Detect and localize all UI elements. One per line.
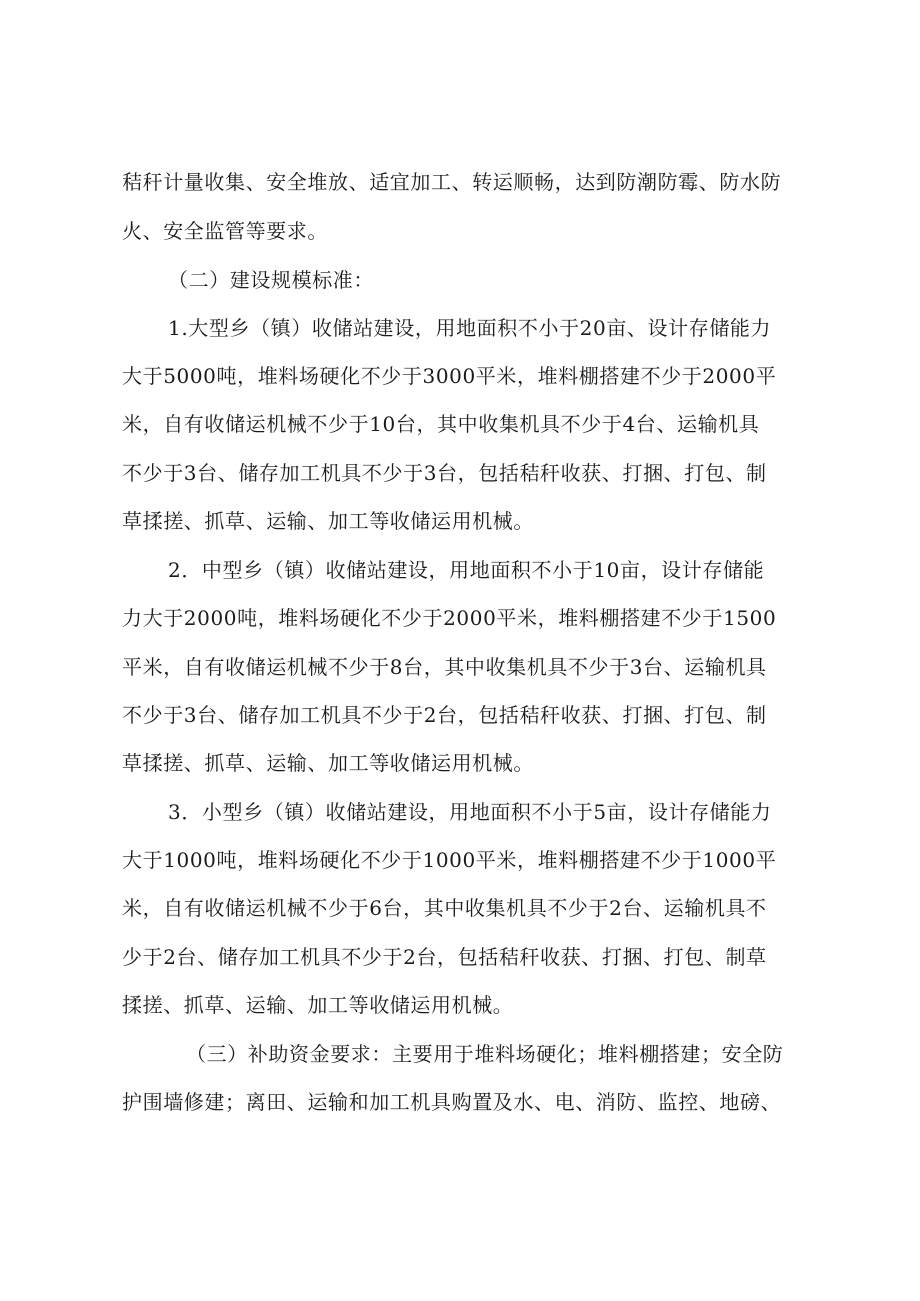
text-line: 平米，自有收储运机械不少于8台，其中收集机具不少于3台、运输机具 — [122, 655, 767, 679]
text-line: 不少于3台、储存加工机具不少于2台，包括秸秆收获、打捆、打包、制 — [122, 703, 767, 727]
text-line: 护围墙修建；离田、运输和加工机具购置及水、电、消防、监控、地磅、 — [122, 1090, 782, 1114]
text-line: 草揉搓、抓草、运输、加工等收储运用机械。 — [122, 751, 534, 775]
text-line: 2．中型乡（镇）收储站建设，用地面积不小于10亩，设计存储能 — [168, 558, 765, 582]
text-line: 揉搓、抓草、运输、加工等收储运用机械。 — [122, 993, 514, 1017]
section-heading: （二）建设规模标准： — [168, 268, 374, 292]
text-line: 3．小型乡（镇）收储站建设，用地面积不小于5亩，设计存储能力 — [168, 800, 772, 824]
text-line: 少于2台、储存加工机具不少于2台，包括秸秆收获、打捆、打包、制草 — [122, 945, 767, 969]
text-line: 秸秆计量收集、安全堆放、适宜加工、转运顺畅，达到防潮防霉、防水防 — [122, 170, 782, 194]
text-line: 不少于3台、储存加工机具不少于3台，包括秸秆收获、打捆、打包、制 — [122, 461, 767, 485]
text-line: 草揉搓、抓草、运输、加工等收储运用机械。 — [122, 509, 534, 533]
text-line: 米，自有收储运机械不少于6台，其中收集机具不少于2台、运输机具不 — [122, 896, 767, 920]
text-line: 力大于2000吨，堆料场硬化不少于2000平米，堆料棚搭建不少于1500 — [122, 606, 777, 630]
text-line: 大于1000吨，堆料场硬化不少于1000平米，堆料棚搭建不少于1000平 — [122, 848, 777, 872]
text-line: 火、安全监管等要求。 — [122, 219, 328, 243]
text-line: 1.大型乡（镇）收储站建设，用地面积不小于20亩、设计存储能力 — [168, 316, 772, 340]
text-line: 米，自有收储运机械不少于10台，其中收集机具不少于4台、运输机具 — [122, 412, 760, 436]
text-line: 大于5000吨，堆料场硬化不少于3000平米，堆料棚搭建不少于2000平 — [122, 364, 777, 388]
section-heading: （三）补助资金要求：主要用于堆料场硬化；堆料棚搭建；安全防 — [186, 1042, 784, 1066]
